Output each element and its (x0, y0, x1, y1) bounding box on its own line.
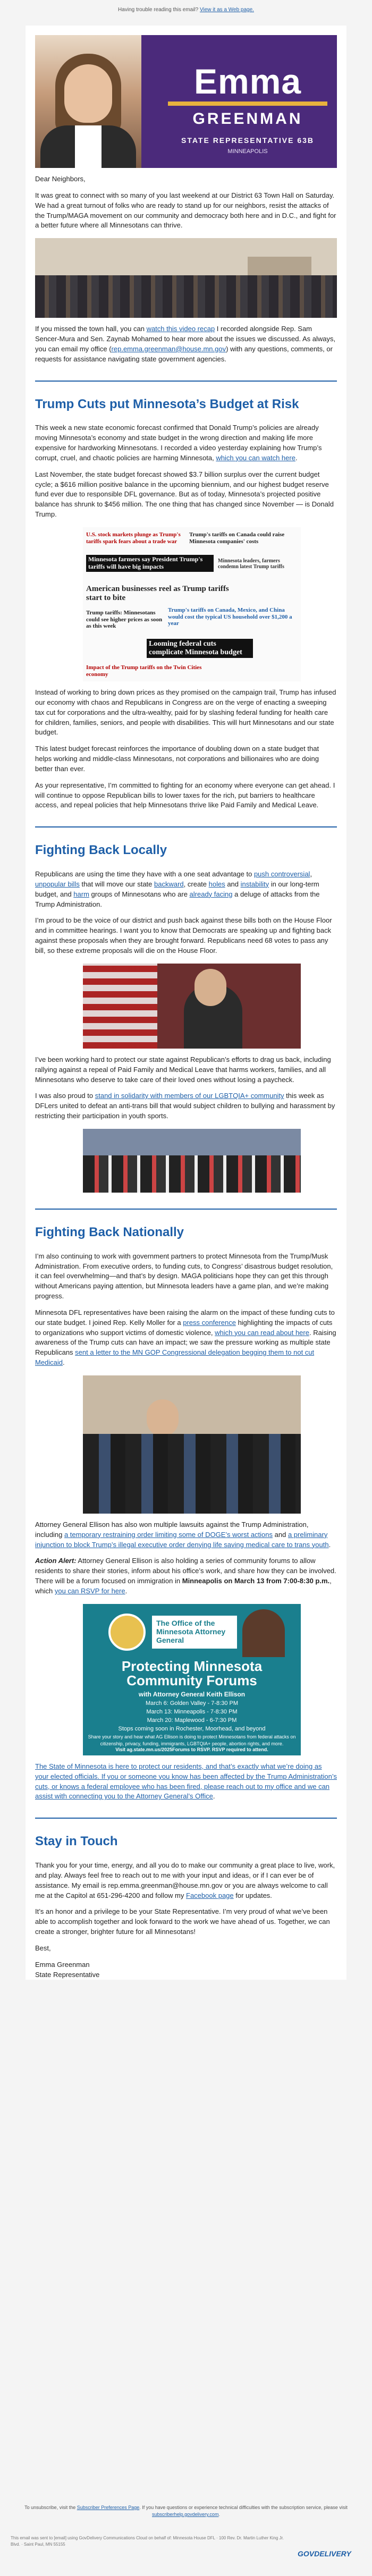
section-divider (35, 381, 337, 382)
header-banner (35, 35, 337, 168)
bill-link[interactable]: already facing (189, 890, 233, 898)
headline: Trump's tariffs on Canada, Mexico, and China would cost the typical US household over $1,200 a year (168, 606, 292, 627)
forum-rsvp-url: Visit ag.state.mn.us/2025Forums to RSVP. RSVP required to attend. (115, 1746, 268, 1752)
restraining-order-link[interactable]: a temporary restraining order limiting some of DOGE’s worst actions (64, 1530, 273, 1539)
rally-photo (83, 1129, 301, 1193)
headline: American businesses reel as Trump tariffs start to bite (86, 584, 229, 603)
community-forum-flyer (83, 1604, 301, 1755)
tariff-headlines-collage (83, 527, 301, 681)
forum-subtitle: with Attorney General Keith Ellison (138, 1690, 246, 1698)
bill-link[interactable]: push controversial (253, 870, 310, 879)
national-paragraph-3: Attorney General Ellison has also won multiple lawsuits against the Trump Administration, including a temporary restraining order limiting some of DOGE’s worst actions and a preliminary injunction to block Trump’s illegal executive order denying life saving medical care to trans youth. (35, 1520, 331, 1549)
govdelivery-logo: GOVDELIVERY (298, 2549, 351, 2558)
section-divider (35, 1209, 337, 1210)
stay-in-touch-paragraph-2: It’s an honor and a privilege to be your State Representative. I’m very proud of what we’ve been able to accomplish together and look forward to the work we have ahead of us. Together, we can create a stronger, brighter future for all Minnesotans! (35, 1907, 330, 1936)
stay-in-touch-paragraph-1: Thank you for your time, energy, and all you do to make our community a great place to live, work, and play. Always feel free to reach out to me with your input and ideas, or if I can ever be of assistance. My email is rep.emma.greenman@house.mn.gov or you are always welcome to call me at the Capitol at 651-296-4200 and follow my Facebook page for updates. (35, 1861, 335, 1899)
office-email-link[interactable]: rep.emma.greenman@house.mn.gov (111, 344, 226, 353)
press-conference-link[interactable]: press conference (183, 1318, 236, 1327)
budget-paragraph-3: Instead of working to bring down prices as they promised on the campaign trail, Trump has infused our economy with chaos and Republicans in Congress are on the verge of enacting a sweeping tax cut for corporations and the ultra-wealthy, paid for by slashing federal funding for health care for children, families, seniors, and people with disabilities. This will hurt Minnesotans and our state budget. (35, 688, 336, 737)
local-paragraph-4: I was also proud to stand in solidarity with members of our LGBTQIA+ community this week as DFLers united to defeat an anti-trans bill that would subject children to bullying and harassment by restricting their participation in youth sports. (35, 1092, 335, 1120)
section-divider (35, 826, 337, 827)
facebook-page-link[interactable]: Facebook page (186, 1891, 234, 1899)
section-heading-stay-in-touch: Stay in Touch (35, 1834, 118, 1849)
signature: Emma Greenman State Representative (35, 1960, 100, 1979)
legal-text: This email was sent to [email] using GovDelivery Communications Cloud on behalf of: Minnesota House DFL · 100 Rev. Dr. Martin Luther King Jr. Blvd. · Saint Paul, MN 55155 (11, 2536, 284, 2547)
headline: Trump tariffs: Minnesotans could see higher prices as soon as this week (86, 609, 163, 630)
budget-video-link[interactable]: which you can watch here (216, 453, 295, 462)
section-divider (35, 1818, 337, 1819)
ag-seal-icon (108, 1614, 146, 1651)
section-heading-national: Fighting Back Nationally (35, 1224, 184, 1239)
bill-link[interactable]: backward (154, 880, 184, 888)
banner-swoosh (168, 102, 327, 106)
rsvp-link[interactable]: you can RSVP for here (54, 1587, 125, 1595)
press-conference-photo (83, 1375, 301, 1514)
local-paragraph-3: I’ve been working hard to protect our state against Republican’s efforts to drag us back, including rallying against a repeal of Paid Family and Medical Leave that harms workers, families, and all Minnesotans who deserve to take care of their loved ones without losing a paycheck. (35, 1055, 331, 1084)
bill-link[interactable]: instability (240, 880, 269, 888)
unsubscribe-footer: To unsubscribe, visit the Subscriber Preferences Page. If you have questions or experience technical difficulties with the subscription service, please visit subscriberhelp.govdelivery.com. (24, 2505, 348, 2518)
bill-link[interactable]: unpopular bills (35, 880, 80, 888)
ag-office-badge: The Office of the Minnesota Attorney General (152, 1616, 237, 1649)
local-paragraph-1: Republicans are using the time they have with a one seat advantage to push controversial, unpopular bills that will move our state backward, create holes and instability in our long-term budget, and harm groups of Minnesotans who are already facing a deluge of attacks from the Trump Administration. (35, 870, 320, 908)
headline: Minnesota leaders, farmers condemn latest Trump tariffs (218, 558, 284, 570)
forum-title: Protecting Minnesota Community Forums (121, 1658, 263, 1689)
forum-dates: March 6: Golden Valley - 7-8:30 PM March 13: Minneapolis - 7-8:30 PM March 20: Maplewood - 6-7:30 PM Stops coming soon in Rochester, Moorhead, and beyond (118, 1700, 266, 1732)
bill-link[interactable]: harm (73, 890, 89, 898)
forum-description: Share your story and hear what AG Ellison is doing to protect Minnesotans from federal attacks on citizenship, privacy, funding, immigrants, LGBTQIA+ people, abortion rights, and more. (88, 1734, 296, 1746)
view-web-page-link[interactable]: View it as a Web page. (200, 7, 254, 13)
banner-first-name: Emma (193, 62, 302, 101)
subscriber-preferences-link[interactable]: Subscriber Preferences Page (77, 2505, 140, 2510)
rep-portrait (35, 35, 141, 168)
read-about-link[interactable]: which you can read about here (215, 1328, 309, 1337)
headline: Looming federal cuts complicate Minnesota budget (147, 639, 253, 658)
section-heading-local: Fighting Back Locally (35, 843, 167, 858)
video-recap-link[interactable]: watch this video recap (146, 325, 215, 333)
medicaid-letter-link[interactable]: sent a letter to the MN GOP Congressional delegation begging them to not cut Medicaid (35, 1348, 315, 1367)
town-hall-photo (35, 238, 337, 318)
national-paragraph-5: The State of Minnesota is here to protect our residents, and that’s exactly what we’re doing as your elected officials. If you or someone you know has been affected by the Trump Administration’s cuts, or knows a federal employee who has been fired, please reach out to my office and we can assist with connecting you to the Attorney General’s Office. (35, 1762, 337, 1801)
headline: Impact of the Trump tariffs on the Twin Cities economy (86, 664, 202, 678)
closing: Best, (35, 1944, 51, 1952)
email-body (26, 26, 346, 1980)
lgbtqia-solidarity-link[interactable]: stand in solidarity with members of our LGBTQIA+ community (95, 1092, 284, 1100)
ag-portrait (242, 1609, 285, 1657)
banner-location: MINNEAPOLIS (227, 148, 268, 155)
intro-paragraph: It was great to connect with so many of you last weekend at our District 63 Town Hall on Saturday. We had a great turnout of folks who are ready to stand up for our neighbors, resist the attacks of the Trump/MAGA movement on our community and democracy both here and in D.C., and fight for a better future where all Minnesotans can thrive. (35, 191, 336, 230)
national-paragraph-2: Minnesota DFL representatives have been raising the alarm on the impact of these funding cuts to our state budget. I joined Rep. Kelly Moller for a press conference highlighting the impacts of cuts to organizations who support victims of domestic violence, which you can read about here. Raising awareness of the Trump cuts can have an impact; we saw the pressure working as multiple state Republicans sent a letter to the MN GOP Congressional delegation begging them to not cut Medicaid. (35, 1308, 336, 1367)
house-floor-photo (83, 964, 301, 1049)
bill-link[interactable]: holes (208, 880, 225, 888)
banner-last-name: GREENMAN (192, 110, 303, 128)
trouble-reading-text: Having trouble reading this email? (118, 7, 199, 13)
budget-paragraph-5: As your representative, I’m committed to fighting for an economy where everyone can get ahead. I will continue to oppose Republican bills to lower taxes for the rich, put barriers to healthcare access, and repeal policies that help Minnesotans thrive like Paid Family and Medical Leave. (35, 781, 335, 809)
headline: Trump's tariffs on Canada could raise Minnesota companies' costs (189, 531, 285, 545)
injunction-link[interactable]: a preliminary injunction to block Trump’s illegal executive order denying life saving medical care to trans youth (35, 1530, 329, 1549)
subscriber-help-link[interactable]: subscriberhelp.govdelivery.com (152, 2512, 219, 2518)
budget-paragraph-2: Last November, the state budget forecast showed $3.7 billion surplus over the current budget cycle; a $616 million positive balance in the upcoming biennium, and our highest budget reserve fund ever due to responsible DFL governance. But as of today, Minnesota’s projected positive balance has shrunk to $456 million. The one thing that has changed since November — is Donald Trump. (35, 470, 334, 519)
headline: U.S. stock markets plunge as Trump's tariffs spark fears about a trade war (86, 531, 181, 545)
greeting: Dear Neighbors, (35, 175, 86, 183)
web-view-bar (0, 0, 372, 20)
action-alert-paragraph: Action Alert: Attorney General Ellison is also holding a series of community forums to allow residents to share their stories, inform about his office’s work, and share how they can be involved. There will be a forum focused on immigration in Minneapolis on March 13 from 7:00-8:30 p.m., which you can RSVP for here. (35, 1557, 336, 1595)
national-paragraph-1: I’m also continuing to work with government partners to protect Minnesota from the Trump/Musk Administration. From executive orders, to funding cuts, to Congress’ disastrous budget resolution, it can feel overwhelming—and that’s by design. MAGA politicians hope they can get this through without Americans paying attention, but Minnesota leaders have a game plan, and we’re making progress. (35, 1252, 333, 1300)
contact-office-link[interactable]: The State of Minnesota is here to protect our residents, and that’s exactly what we’re doing as your elected officials. If you or someone you know has been affected by the Trump Administration’s cuts, or knows a federal employee who has been fired, please reach out to my office and we can assist with connecting you to the Attorney General’s Office (35, 1762, 337, 1801)
town-hall-paragraph: If you missed the town hall, you can watch this video recap I recorded alongside Rep. Sam Sencer-Mura and Sen. Zaynab Mohamed to hear more about the issues we discussed. As always, you can email my office (rep.emma.greenman@house.mn.gov) with any questions, comments, or requests for assistance navigating state government agencies. (35, 325, 336, 363)
headline: Minnesota farmers say President Trump's tariffs will have big impacts (86, 555, 214, 572)
budget-paragraph-1: This week a new state economic forecast confirmed that Donald Trump’s policies are already moving Minnesota’s economy and state budget in the wrong direction and making life more expensive for hardworking Minnesotans. I recorded a video yesterday explaining how Trump’s corrupt, cruel, and chaotic policies are harming Minnesota, which you can watch here. (35, 424, 322, 462)
budget-paragraph-4: This latest budget forecast reinforces the importance of doubling down on a state budget that helps working and middle-class Minnesotans, not corporations and billionaires who are doing better than ever. (35, 745, 319, 773)
banner-title: STATE REPRESENTATIVE 63B (181, 136, 314, 145)
local-paragraph-2: I’m proud to be the voice of our district and push back against these bills both on the House Floor and in committee hearings. I want you to know that Democrats are speaking up and fighting back against these proposals when they are brought forward. Republicans need 68 votes to pass any bill, so these extreme proposals will die on the House Floor. (35, 916, 332, 955)
section-heading-budget: Trump Cuts put Minnesota’s Budget at Risk (35, 396, 299, 411)
